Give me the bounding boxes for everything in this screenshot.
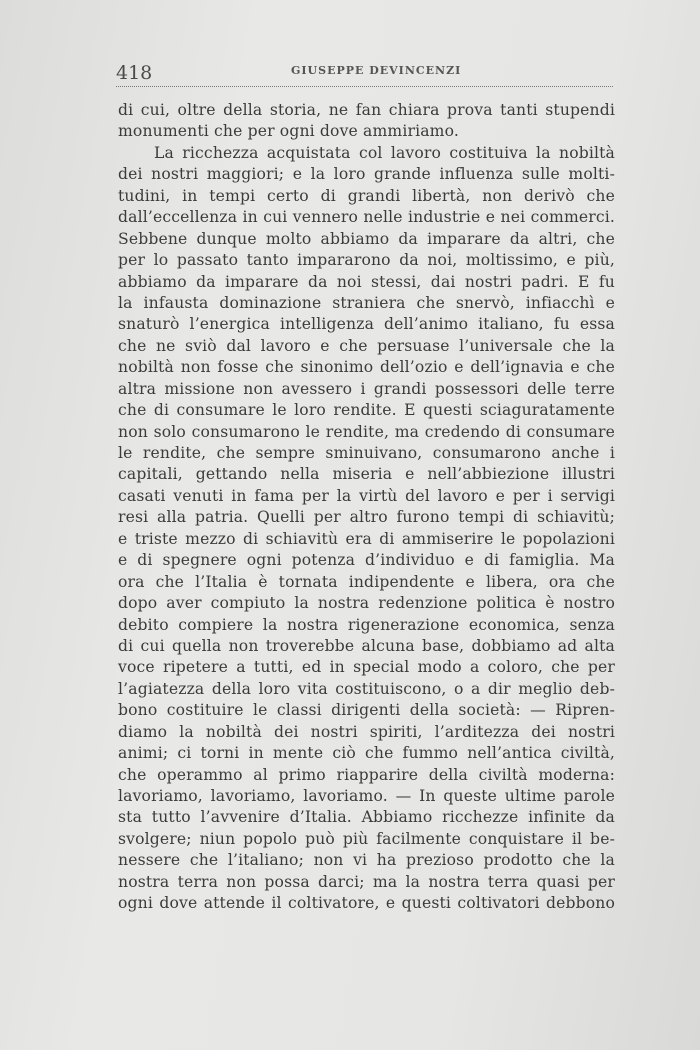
text-line: capitali, gettando nella miseria e nell’abbiezione illustri — [118, 465, 615, 484]
text-line: che ne sviò dal lavoro e che persuase l’universale che la — [118, 336, 615, 355]
text-line: ogni dove attende il coltivatore, e questi coltivatori debbono — [118, 894, 615, 913]
text-line: sta tutto l’avvenire d’Italia. Abbiamo ricchezze infinite da — [118, 808, 615, 827]
text-line: dall’eccellenza in cui vennero nelle industrie e nei commerci. — [118, 208, 615, 227]
text-line: tudini, in tempi certo di grandi libertà, non derivò che — [118, 186, 615, 205]
text-line: casati venuti in fama per la virtù del lavoro e per i servigi — [118, 486, 615, 505]
text-line: nostra terra non possa darci; ma la nostra terra quasi per — [118, 872, 615, 891]
text-line: animi; ci torni in mente ciò che fummo nell’antica civiltà, — [118, 744, 615, 763]
text-line: l’agiatezza della loro vita costituiscono, o a dir meglio deb- — [118, 679, 615, 698]
text-line: Sebbene dunque molto abbiamo da imparare da altri, che — [118, 229, 615, 248]
text-line: bono costituire le classi dirigenti della società: — Ripren- — [118, 701, 615, 720]
page-number: 418 — [116, 62, 153, 84]
text-line: di cui, oltre della storia, ne fan chiara prova tanti stupendi — [118, 101, 615, 119]
text-line: altra missione non avessero i grandi possessori delle terre — [118, 379, 615, 398]
text-line: che operammo al primo riapparire della civiltà moderna: — [118, 765, 615, 784]
text-line: non solo consumarono le rendite, ma credendo di consumare — [118, 422, 615, 441]
text-line: ora che l’Italia è tornata indipendente e libera, ora che — [118, 572, 615, 591]
body-text — [118, 100, 615, 915]
text-line: la infausta dominazione straniera che snervò, infiacchì e — [118, 293, 615, 312]
text-line: le rendite, che sempre sminuivano, consumarono anche i — [118, 444, 615, 462]
text-line: abbiamo da imparare da noi stessi, dai nostri padri. E fu — [118, 272, 615, 291]
text-line: svolgere; niun popolo può più facilmente conquistare il be- — [118, 829, 615, 848]
text-line: e di spegnere ogni potenza d’individuo e di famiglia. Ma — [118, 551, 615, 570]
text-line: nessere che l’italiano; non vi ha prezioso prodotto che la — [118, 851, 615, 870]
text-line: dopo aver compiuto la nostra redenzione politica è nostro — [118, 594, 615, 613]
header-rule — [116, 86, 613, 87]
text-line: per lo passato tanto impararono da noi, moltissimo, e più, — [118, 251, 615, 270]
text-line: che di consumare le loro rendite. E questi sciaguratamente — [118, 401, 615, 420]
page-header — [116, 60, 613, 86]
text-line: lavoriamo, lavoriamo, lavoriamo. — In queste ultime parole — [118, 787, 615, 805]
text-line: resi alla patria. Quelli per altro furono tempi di schiavitù; — [118, 508, 615, 527]
text-line: La ricchezza acquistata col lavoro costituiva la nobiltà — [154, 143, 615, 162]
text-line: e triste mezzo di schiavitù era di ammiserire le popolazioni — [118, 529, 615, 548]
running-title: GIUSEPPE DEVINCENZI — [291, 64, 462, 77]
text-line: di cui quella non troverebbe alcuna base, dobbiamo ad alta — [118, 636, 615, 655]
text-line: snaturò l’energica intelligenza dell’animo italiano, fu essa — [118, 315, 615, 334]
text-line: dei nostri maggiori; e la loro grande influenza sulle molti- — [118, 165, 615, 184]
text-line: nobiltà non fosse che sinonimo dell’ozio e dell’ignavia e che — [118, 358, 615, 377]
text-line: voce ripetere a tutti, ed in special modo a coloro, che per — [118, 658, 615, 677]
text-line: monumenti che per ogni dove ammiriamo. — [118, 122, 459, 141]
text-line: debito compiere la nostra rigenerazione economica, senza — [118, 615, 615, 634]
text-line: diamo la nobiltà dei nostri spiriti, l’arditezza dei nostri — [118, 722, 615, 741]
